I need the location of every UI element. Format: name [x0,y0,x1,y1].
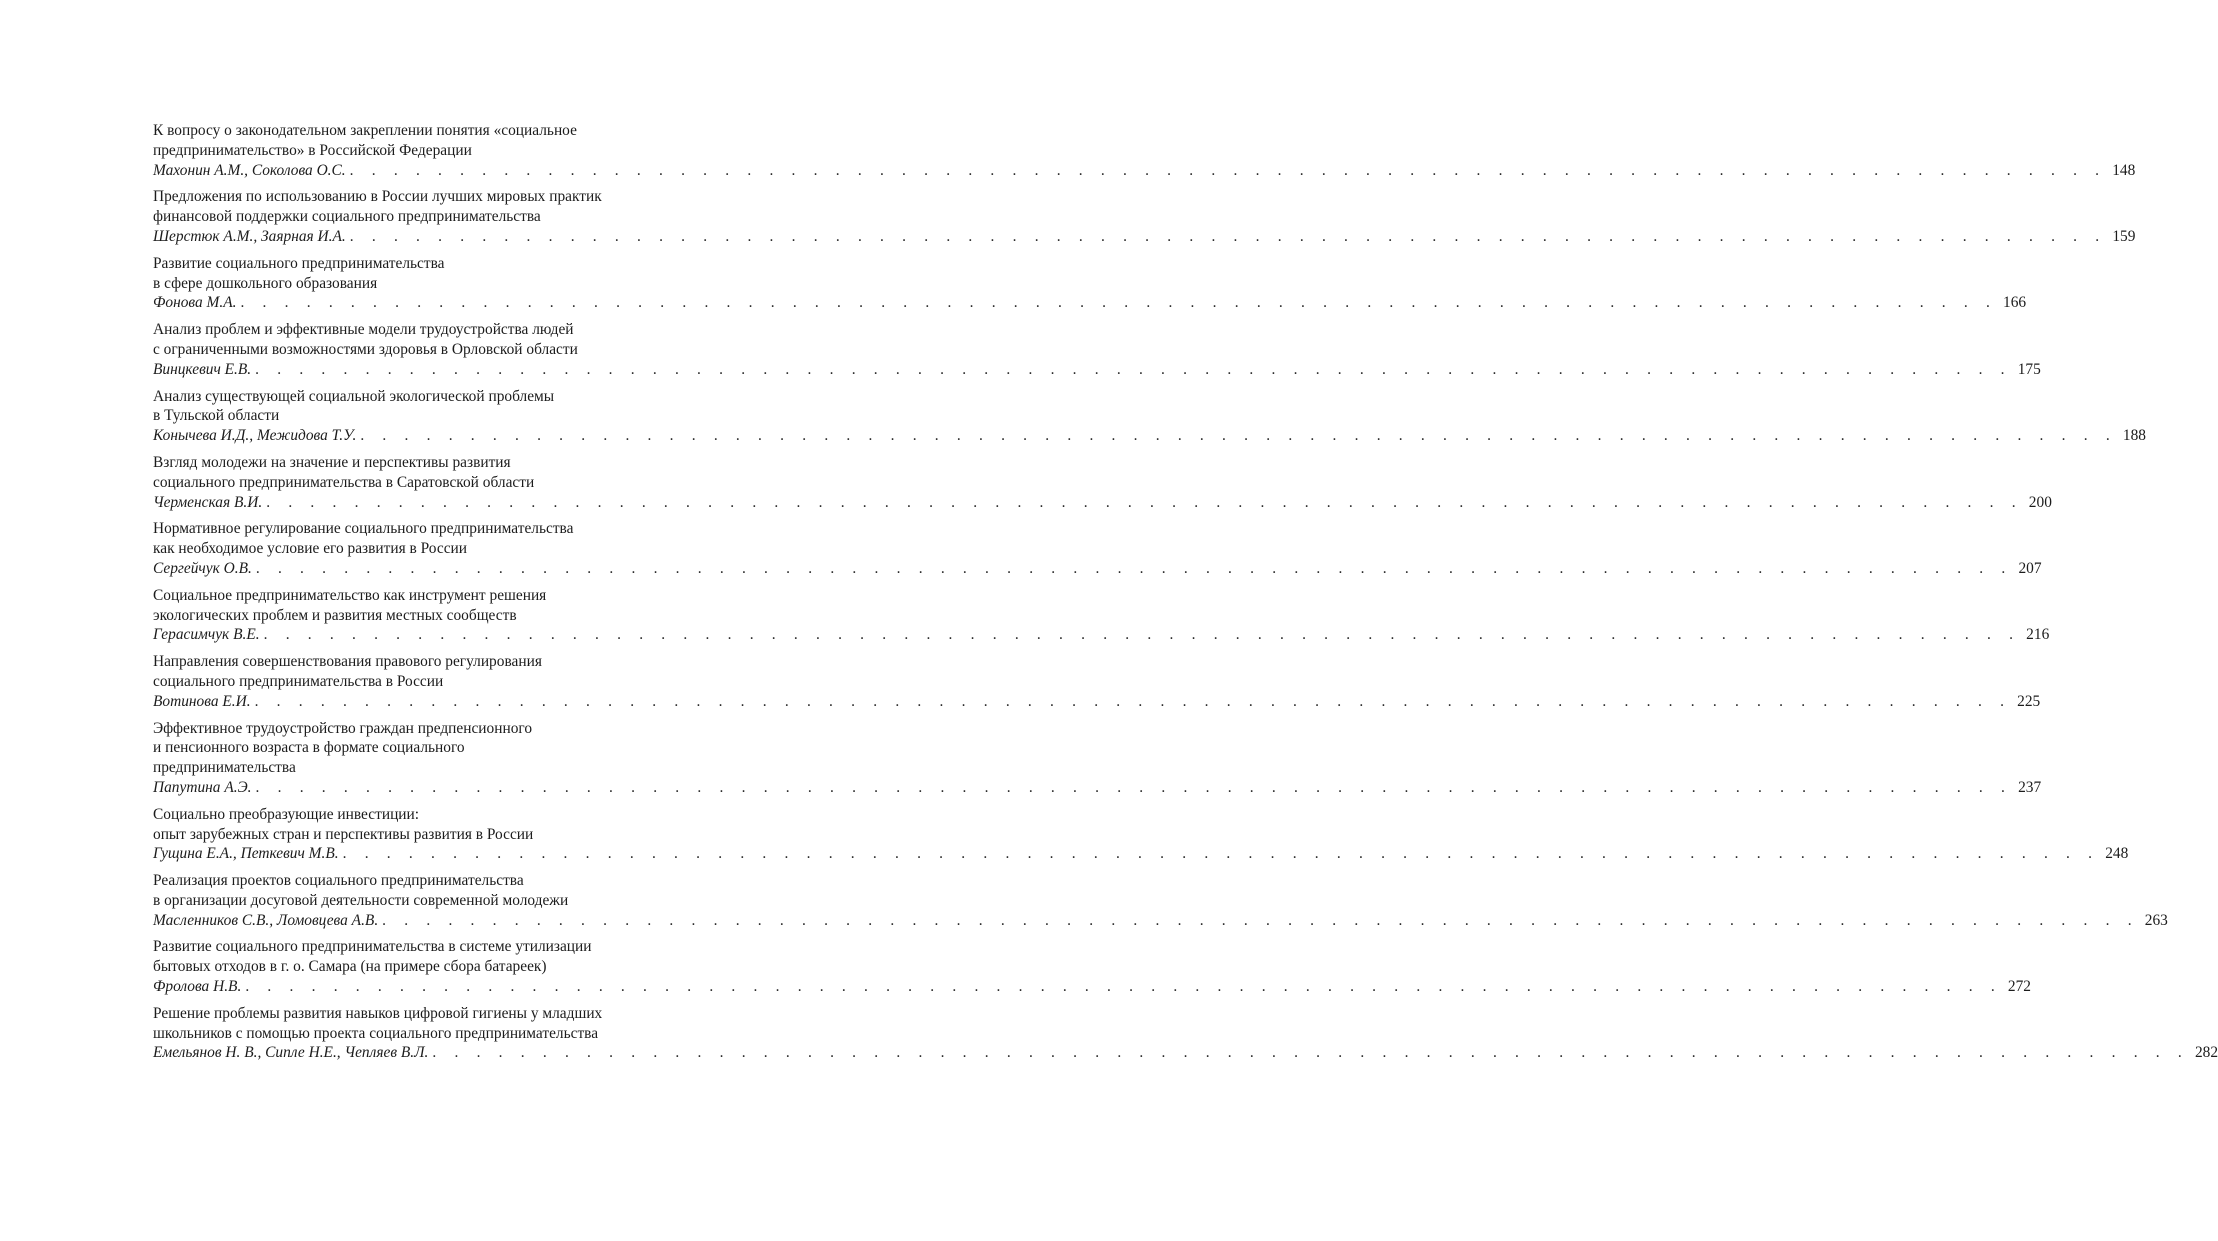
toc-entry [153,719,2042,798]
toc-entry-title-line: социального предпринимательства в Саратовской области [153,473,535,491]
toc-entry-author-line [153,778,2042,798]
toc-entry-page-number: 237 [2018,778,2042,796]
dot-leader: . . . . . . . . . . . . . . . . . . . . . . . . . . . . . . . . . . . . . . . . . . . . . . . . . . . . . . . . . . . . . . . . . . . . . . . . . . . . . . . . [255,559,2013,577]
toc-entry-author-line [153,1043,2218,1063]
toc-entry-title-line: Социальное предпринимательство как инструмент решения [153,586,547,604]
toc-entry-authors: Папутина А.Э. [153,778,252,796]
toc-entry-title-line: Нормативное регулирование социального предпринимательства [153,520,574,538]
toc-entry-title-line: в Тульской области [153,407,280,425]
toc-entry-page-number: 263 [2144,911,2168,929]
toc-entry-page-number: 216 [2026,626,2050,644]
toc-entry-author-line [153,161,2136,181]
toc-entry-authors: Сергейчук О.В. [153,559,252,577]
toc-entry-title-line: опыт зарубежных стран и перспективы развития в России [153,825,534,843]
toc-entry [153,387,2146,446]
toc-entry-authors: Гущина Е.А., Петкевич М.В. [153,845,339,863]
dot-leader: . . . . . . . . . . . . . . . . . . . . . . . . . . . . . . . . . . . . . . . . . . . . . . . . . . . . . . . . . . . . . . . . . . . . . . . . . . . . . . . . [255,360,2012,378]
toc-entry-title-line: и пенсионного возраста в формате социального [153,739,465,757]
toc-entry-title-line: с ограниченными возможностями здоровья в Орловской области [153,340,578,358]
toc-entry [153,320,2041,379]
toc-entry-title-line: предпринимательства [153,759,296,777]
dot-leader: . . . . . . . . . . . . . . . . . . . . . . . . . . . . . . . . . . . . . . . . . . . . . . . . . . . . . . . . . . . . . . . . . . . . . . . . . . . . . . . . [342,845,2100,863]
toc-entry-author-line [153,227,2136,247]
table-of-contents [153,121,2218,1070]
toc-entry [153,871,2168,930]
dot-leader: . . . . . . . . . . . . . . . . . . . . . . . . . . . . . . . . . . . . . . . . . . . . . . . . . . . . . . . . . . . . . . . . . . . . . . . . . . . . . . . . [266,493,2023,511]
toc-entry-title-line: Предложения по использованию в России лучших мировых практик [153,188,602,206]
toc-entry-authors: Фонова М.А. [153,294,237,312]
toc-entry-title-line: Направления совершенствования правового регулирования [153,653,542,671]
toc-entry-author-line [153,977,2031,997]
toc-entry-title-line: в сфере дошкольного образования [153,274,378,292]
toc-entry-title-line: школьников с помощью проекта социального предпринимательства [153,1024,599,1042]
toc-entry-page-number: 159 [2112,227,2136,245]
toc-entry-title-line: Социально преобразующие инвестиции: [153,805,420,823]
toc-entry-title-line: Развитие социального предпринимательства в системе утилизации [153,938,592,956]
toc-entry-author-line [153,911,2168,931]
dot-leader: . . . . . . . . . . . . . . . . . . . . . . . . . . . . . . . . . . . . . . . . . . . . . . . . . . . . . . . . . . . . . . . . . . . . . . . . . . . . . . . . [240,294,1998,312]
dot-leader: . . . . . . . . . . . . . . . . . . . . . . . . . . . . . . . . . . . . . . . . . . . . . . . . . . . . . . . . . . . . . . . . . . . . . . . . . . . . . . . . [382,911,2139,929]
toc-entry [153,187,2136,246]
toc-entry-title-line: К вопросу о законодательном закреплении понятия «социальное [153,122,577,139]
toc-entry-title-line: бытовых отходов в г. о. Самара (на примере сбора батареек) [153,958,547,976]
toc-entry-author-line [153,559,2042,579]
toc-entry [153,805,2129,864]
toc-entry-title-line: финансовой поддержки социального предпринимательства [153,208,541,226]
toc-entry-title-line: Решение проблемы развития навыков цифровой гигиены у младших [153,1004,603,1022]
dot-leader: . . . . . . . . . . . . . . . . . . . . . . . . . . . . . . . . . . . . . . . . . . . . . . . . . . . . . . . . . . . . . . . . . . . . . . . . . . . . . . . . [432,1044,2189,1062]
toc-entry [153,937,2031,996]
toc-entry-authors: Фролова Н.В. [153,978,242,996]
toc-entry-title-line: предпринимательство» в Российской Федерации [153,141,472,159]
toc-entry [153,121,2136,180]
toc-entry-page-number: 207 [2018,559,2042,577]
toc-entry-title-line: в организации досуговой деятельности современной молодежи [153,891,569,909]
toc-entry [153,254,2027,313]
dot-leader: . . . . . . . . . . . . . . . . . . . . . . . . . . . . . . . . . . . . . . . . . . . . . . . . . . . . . . . . . . . . . . . . . . . . . . . . . . . . . . . . [349,227,2107,245]
toc-entry-author-line [153,844,2129,864]
dot-leader: . . . . . . . . . . . . . . . . . . . . . . . . . . . . . . . . . . . . . . . . . . . . . . . . . . . . . . . . . . . . . . . . . . . . . . . . . . . . . . . . [360,427,2117,445]
toc-entry-authors: Масленников С.В., Ломовцева А.В. [153,911,379,929]
dot-leader: . . . . . . . . . . . . . . . . . . . . . . . . . . . . . . . . . . . . . . . . . . . . . . . . . . . . . . . . . . . . . . . . . . . . . . . . . . . . . . . . [245,978,2002,996]
toc-entry-title-line: социального предпринимательства в России [153,672,444,690]
toc-entry-title-line: Реализация проектов социального предпринимательства [153,872,524,890]
toc-entry [153,652,2041,711]
toc-entry-author-line [153,692,2041,712]
toc-entry-authors: Шерстюк А.М., Заярная И.А. [153,227,346,245]
toc-entry-page-number: 166 [2003,294,2027,312]
toc-entry-authors: Черменская В.И. [153,493,263,511]
toc-entry-author-line [153,293,2027,313]
dot-leader: . . . . . . . . . . . . . . . . . . . . . . . . . . . . . . . . . . . . . . . . . . . . . . . . . . . . . . . . . . . . . . . . . . . . . . . . . . . . . . . . [254,692,2012,710]
toc-entry-title-line: Эффективное трудоустройство граждан предпенсионного [153,719,533,737]
toc-entry-title-line: как необходимое условие его развития в России [153,540,468,558]
dot-leader: . . . . . . . . . . . . . . . . . . . . . . . . . . . . . . . . . . . . . . . . . . . . . . . . . . . . . . . . . . . . . . . . . . . . . . . . . . . . . . . . [255,778,2013,796]
dot-leader: . . . . . . . . . . . . . . . . . . . . . . . . . . . . . . . . . . . . . . . . . . . . . . . . . . . . . . . . . . . . . . . . . . . . . . . . . . . . . . . . [349,161,2107,179]
toc-entry-title-line: Развитие социального предпринимательства [153,254,445,272]
toc-entry-page-number: 148 [2112,161,2136,179]
toc-entry-authors: Конычева И.Д., Межидова Т.У. [153,427,357,445]
toc-entry-author-line [153,625,2050,645]
toc-entry-page-number: 188 [2122,427,2146,445]
toc-entry [153,586,2050,645]
toc-entry-authors: Махонин А.М., Соколова О.С. [153,161,346,179]
toc-entry-title-line: Анализ существующей социальной экологической проблемы [153,387,555,405]
toc-entry-page-number: 200 [2028,493,2052,511]
toc-entry [153,453,2052,512]
toc-entry-authors: Емельянов Н. В., Сипле Н.Е., Чепляев В.Л. [153,1044,429,1062]
toc-entry-page-number: 175 [2017,360,2041,378]
toc-entry-title-line: Взгляд молодежи на значение и перспективы развития [153,453,511,471]
toc-entry-page-number: 282 [2194,1044,2218,1062]
toc-entry-authors: Герасимчук В.Е. [153,626,260,644]
toc-entry [153,1004,2218,1063]
toc-entry-page-number: 225 [2017,692,2041,710]
toc-entry-author-line [153,360,2041,380]
toc-entry-authors: Вотинова Е.И. [153,692,251,710]
toc-entry [153,519,2042,578]
toc-entry-author-line [153,493,2052,513]
toc-entry-title-line: Анализ проблем и эффективные модели трудоустройства людей [153,321,574,339]
dot-leader: . . . . . . . . . . . . . . . . . . . . . . . . . . . . . . . . . . . . . . . . . . . . . . . . . . . . . . . . . . . . . . . . . . . . . . . . . . . . . . . . [263,626,2021,644]
toc-entry-page-number: 248 [2105,845,2129,863]
toc-entry-author-line [153,426,2146,446]
toc-entry-title-line: экологических проблем и развития местных сообществ [153,606,517,624]
toc-entry-authors: Винцкевич Е.В. [153,360,252,378]
toc-entry-page-number: 272 [2007,978,2031,996]
